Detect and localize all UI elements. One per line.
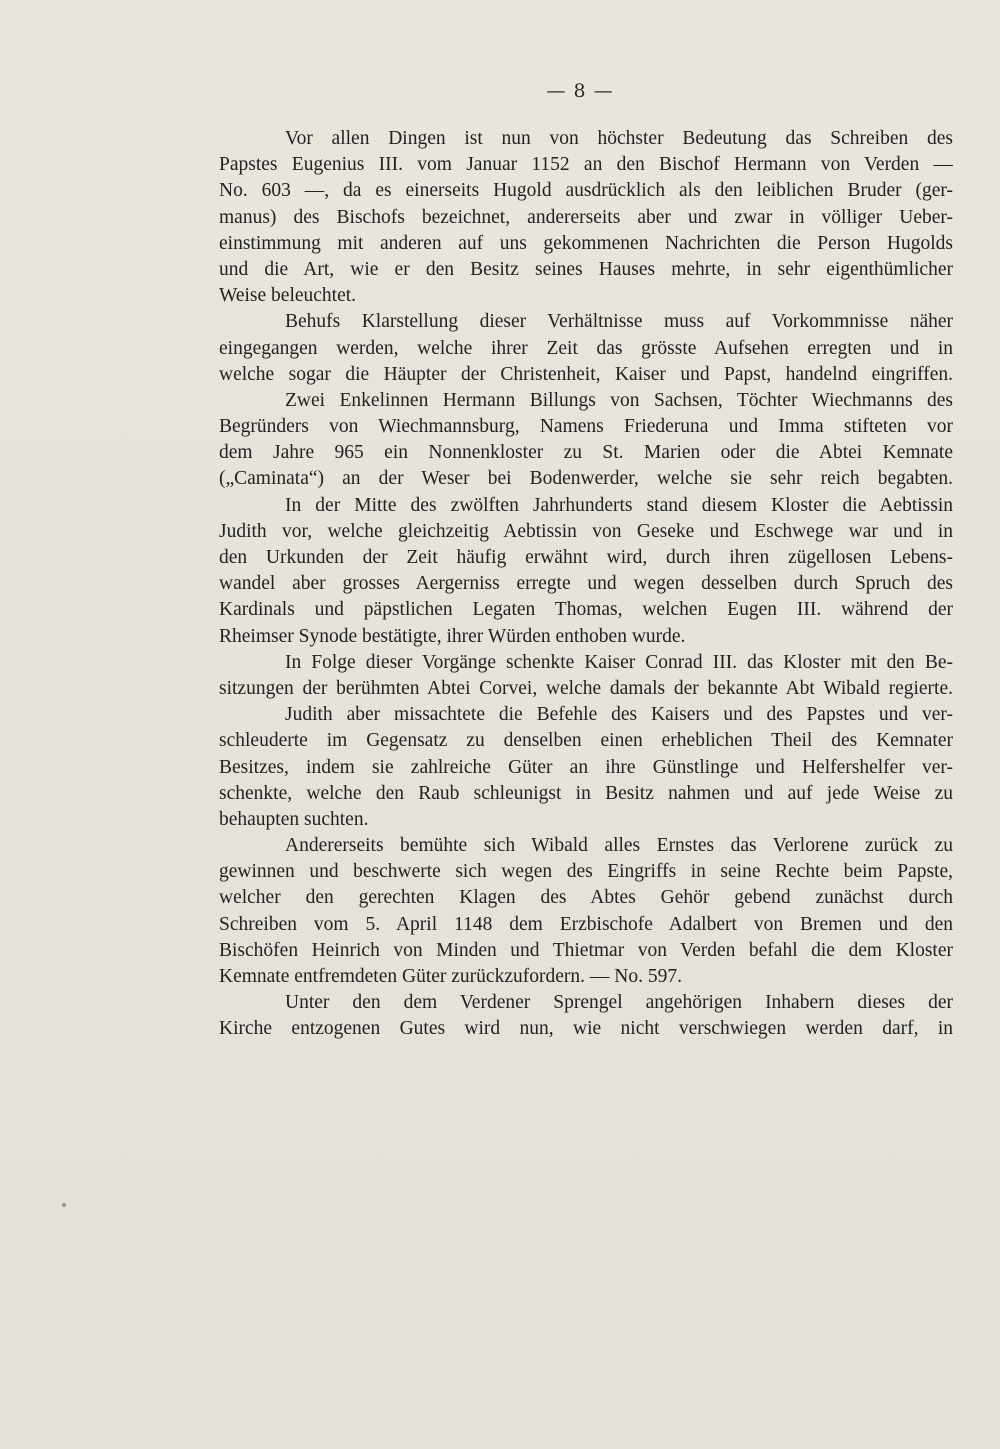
text-line: eingegangen werden, welche ihrer Zeit das grösste Aufsehen erregten und in [219, 337, 953, 359]
text-line: welcher den gerechten Klagen des Abtes Gehör gebend zunächst durch [219, 887, 953, 909]
text-line: Judith vor, welche gleichzeitig Aebtissin von Geseke und Eschwege war und in [219, 520, 953, 542]
text-line: Judith aber missachtete die Befehle des Kaisers und des Papstes und ver- [285, 704, 953, 726]
text-line: welche sogar die Häupter der Christenheit, Kaiser und Papst, handelnd eingriffen. [219, 363, 953, 385]
text-line: Kirche entzogenen Gutes wird nun, wie nicht verschwiegen werden darf, in [219, 1018, 953, 1040]
text-line: Bischöfen Heinrich von Minden und Thietmar von Verden befahl die dem Kloster [219, 939, 953, 961]
text-line: Papstes Eugenius III. vom Januar 1152 an den Bischof Hermann von Verden — [219, 154, 953, 176]
paper-speck [62, 1203, 66, 1207]
text-line: Andererseits bemühte sich Wibald alles Ernstes das Verlorene zurück zu [285, 835, 953, 857]
text-line: und die Art, wie er den Besitz seines Hauses mehrte, in sehr eigenthümlicher [219, 258, 953, 280]
text-line: Zwei Enkelinnen Hermann Billungs von Sachsen, Töchter Wiechmanns des [285, 389, 953, 411]
text-line: In Folge dieser Vorgänge schenkte Kaiser Conrad III. das Kloster mit den Be- [285, 651, 953, 673]
text-line: gewinnen und beschwerte sich wegen des Eingriffs in seine Rechte beim Papste, [219, 861, 953, 883]
text-line: Weise beleuchtet. [219, 285, 357, 307]
text-line: No. 603 —, da es einerseits Hugold ausdrücklich als den leiblichen Bruder (ger- [219, 180, 953, 202]
text-line: dem Jahre 965 ein Nonnenkloster zu St. Marien oder die Abtei Kemnate [219, 442, 953, 464]
page-number: — 8 — [546, 80, 614, 102]
text-line: einstimmung mit anderen auf uns gekommenen Nachrichten die Person Hugolds [219, 232, 953, 254]
text-line: manus) des Bischofs bezeichnet, andererseits aber und zwar in völliger Ueber- [219, 206, 953, 228]
text-line: behaupten suchten. [219, 808, 369, 830]
text-line: In der Mitte des zwölften Jahrhunderts stand diesem Kloster die Aebtissin [285, 494, 953, 516]
text-line: Schreiben vom 5. April 1148 dem Erzbischofe Adalbert von Bremen und den [219, 913, 953, 935]
text-line: den Urkunden der Zeit häufig erwähnt wird, durch ihren zügellosen Lebens- [219, 547, 953, 568]
text-line: Besitzes, indem sie zahlreiche Güter an ihre Günstlinge und Helfershelfer ver- [219, 756, 953, 778]
text-line: Kemnate entfremdeten Güter zurückzufordern. — No. 597. [219, 966, 682, 987]
body-text [219, 126, 953, 1043]
text-line: sitzungen der berühmten Abtei Corvei, welche damals der bekannte Abt Wibald regierte. [219, 677, 953, 699]
text-line: Vor allen Dingen ist nun von höchster Bedeutung das Schreiben des [285, 128, 953, 149]
text-line: („Caminata“) an der Weser bei Bodenwerder, welche sie sehr reich begabten. [219, 468, 953, 490]
text-line: Behufs Klarstellung dieser Verhältnisse muss auf Vorkommnisse näher [285, 311, 953, 333]
text-line: Begründers von Wiechmannsburg, Namens Friederuna und Imma stifteten vor [219, 416, 953, 438]
text-line: schleuderte im Gegensatz zu denselben einen erheblichen Theil des Kemnater [219, 730, 953, 752]
text-line: Rheimser Synode bestätigte, ihrer Würden enthoben wurde. [219, 625, 686, 647]
text-line: schenkte, welche den Raub schleunigst in Besitz nahmen und auf jede Weise zu [219, 782, 953, 804]
text-line: Unter den dem Verdener Sprengel angehörigen Inhabern dieses der [285, 992, 953, 1014]
text-line: wandel aber grosses Aergerniss erregte und wegen desselben durch Spruch des [219, 573, 953, 595]
text-line: Kardinals und päpstlichen Legaten Thomas, welchen Eugen III. während der [219, 599, 953, 621]
